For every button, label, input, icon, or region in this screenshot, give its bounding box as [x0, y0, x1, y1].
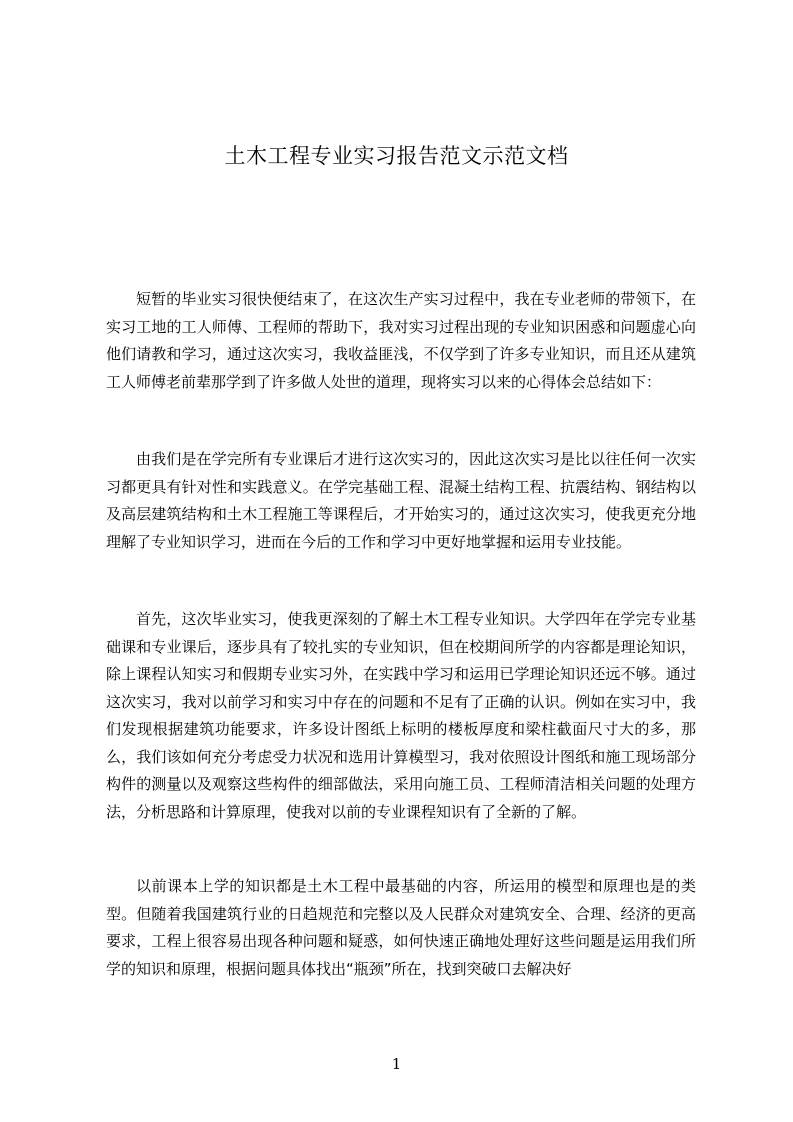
paragraph-1: 短暂的毕业实习很快便结束了，在这次生产实习过程中，我在专业老师的带领下，在实习工地的工人师傅、工程师的帮助下，我对实习过程出现的专业知识困惑和问题虚心向他们请教和学习，通过这次实习，我收益匪浅，不仅学到了许多专业知识，而且还从建筑工人师傅老前辈那学到了许多做人处世的道理，现将实习以来的心得体会总结如下： [106, 290, 696, 391]
paragraph-2: 由我们是在学完所有专业课后才进行这次实习的，因此这次实习是比以往任何一次实习都更具有针对性和实践意义。在学完基础工程、混凝土结构工程、抗震结构、钢结构以及高层建筑结构和土木工程施工等课程后，才开始实习的，通过这次实习，使我更充分地理解了专业知识学习，进而在今后的工作和学习中更好地掌握和运用专业技能。 [106, 450, 696, 551]
document-title: 土木工程专业实习报告范文示范文档 [224, 144, 569, 168]
paragraph-3: 首先，这次毕业实习，使我更深刻的了解土木工程专业知识。大学四年在学完专业基础课和专业课后，逐步具有了较扎实的专业知识，但在校期间所学的内容都是理论知识，除上课程认知实习和假期专业实习外，在实践中学习和运用已学理论知识还远不够。通过这次实习，我对以前学习和实习中存在的问题和不足有了正确的认识。例如在实习中，我们发现根据建筑功能要求，许多设计图纸上标明的楼板厚度和梁柱截面尺寸大的多，那么，我们该如何充分考虑受力状况和选用计算模型习，我对依照设计图纸和施工现场部分构件的测量以及观察这些构件的细部做法，采用向施工员、工程师清洁相关问题的处理方法，分析思路和计算原理，使我对以前的专业课程知识有了全新的了解。 [106, 610, 696, 821]
page-number: 1 [391, 1055, 402, 1073]
paragraph-4: 以前课本上学的知识都是土木工程中最基础的内容，所运用的模型和原理也是的类型。但随着我国建筑行业的日趋规范和完整以及人民群众对建筑安全、合理、经济的更高要求，工程上很容易出现各种问题和疑惑，如何快速正确地处理好这些问题是运用我们所学的知识和原理，根据问题具体找出“瓶颈”所在，找到突破口去解决好 [106, 877, 696, 978]
